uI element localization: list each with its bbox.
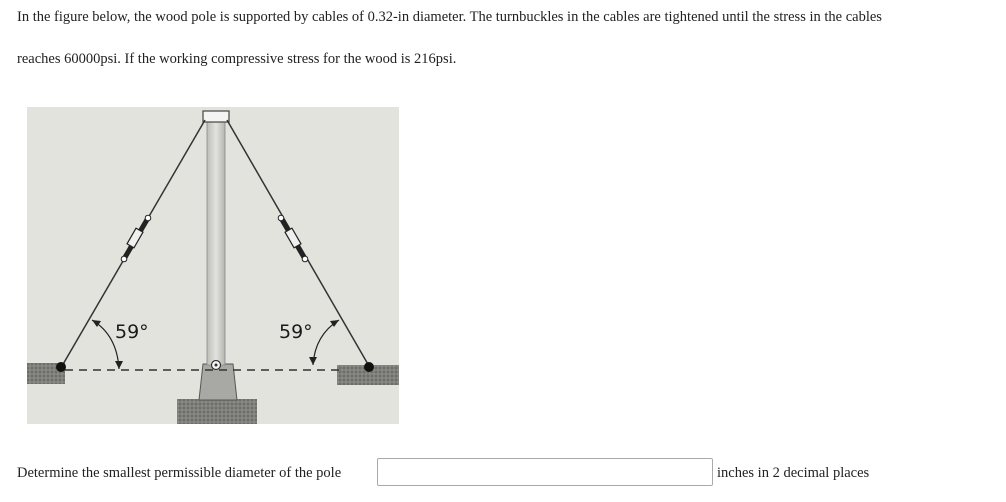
answer-row bbox=[17, 458, 997, 488]
unit-hint: inches in 2 decimal places bbox=[717, 465, 870, 481]
base-ground-block bbox=[177, 399, 257, 424]
problem-statement-line-1: In the figure below, the wood pole is supported by cables of 0.32-in diameter. The turnbuckles in the cables are tightened until the stress in the cables bbox=[17, 9, 882, 25]
right-anchor bbox=[364, 362, 374, 372]
problem-statement-line-2: reaches 60000psi. If the working compressive stress for the wood is 216psi. bbox=[17, 51, 457, 67]
right-angle-label: 59° bbox=[279, 321, 313, 343]
left-anchor bbox=[56, 362, 66, 372]
wood-pole bbox=[207, 119, 225, 365]
pole-cap bbox=[203, 111, 229, 122]
question-prompt: Determine the smallest permissible diameter of the pole bbox=[17, 465, 342, 481]
answer-input[interactable] bbox=[377, 458, 713, 486]
left-angle-label: 59° bbox=[115, 321, 149, 343]
pole-figure bbox=[27, 107, 399, 424]
